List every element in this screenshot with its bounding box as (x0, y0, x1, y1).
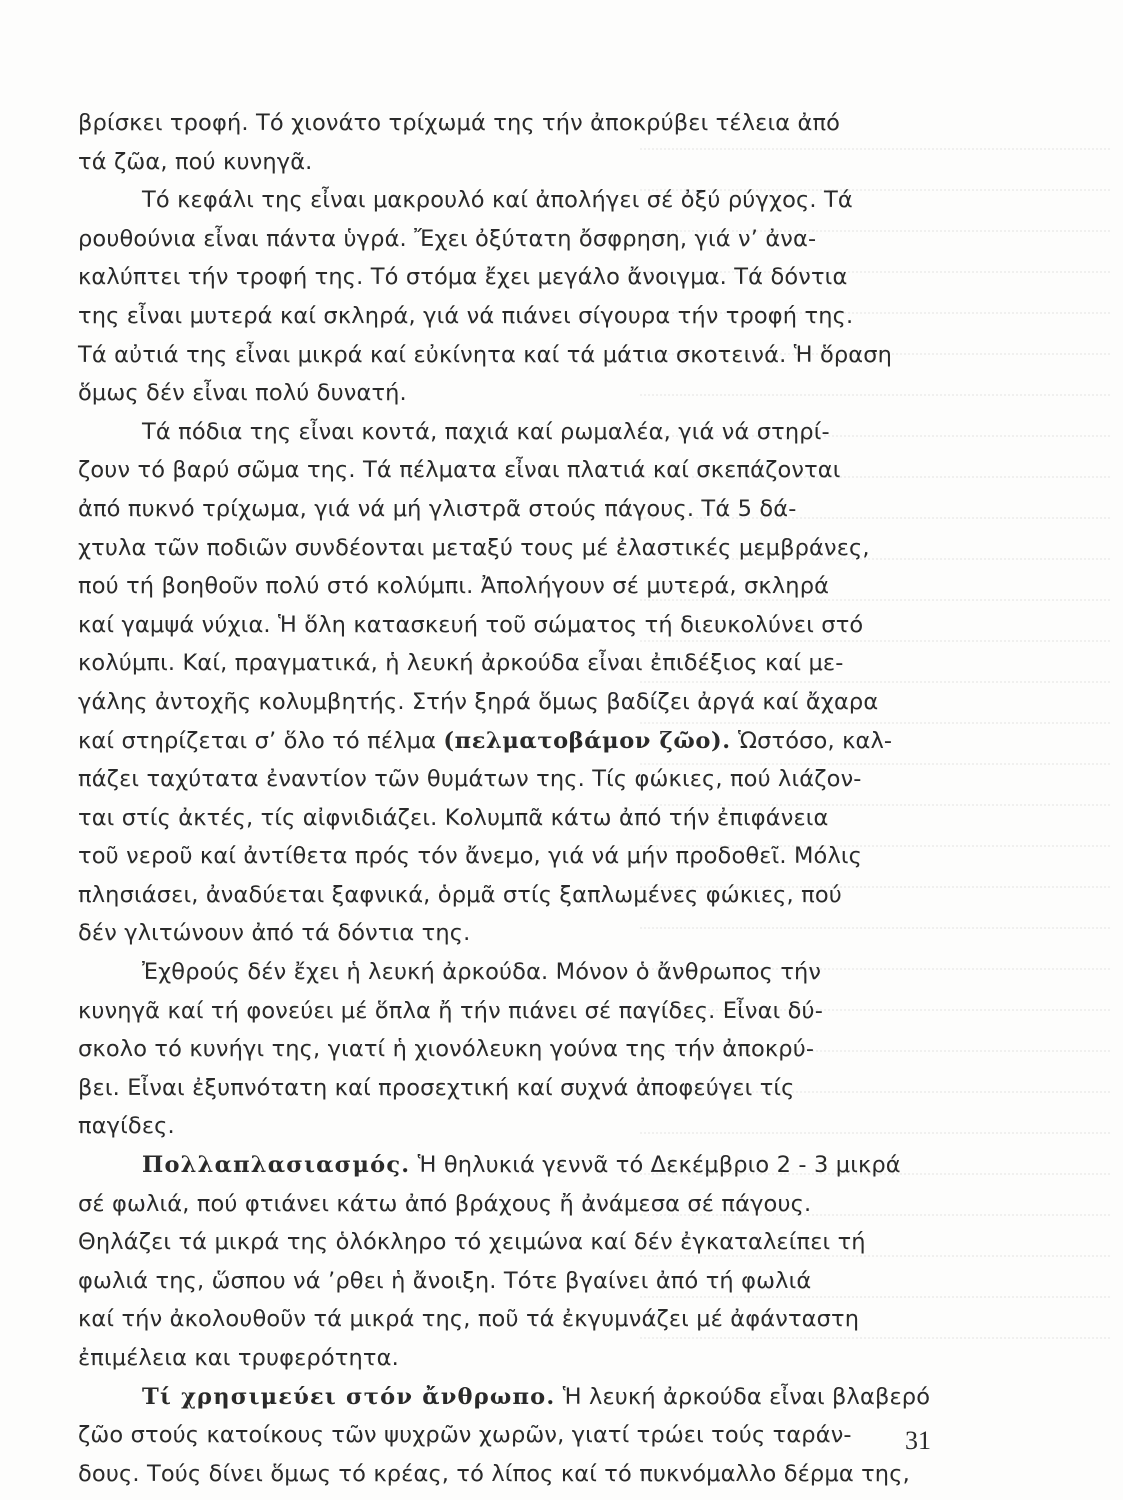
text-line: πλησιάσει, ἀναδύεται ξαφνικά, ὁρμᾶ στίς ξαπλωμένες φώκιες, πού (78, 881, 842, 908)
text-line: ὅμως δέν εἶναι πολύ δυνατή. (78, 380, 407, 407)
text-segment: Ἡ θηλυκιά γεννᾶ τό Δεκέμβριο 2 - 3 μικρά (410, 1152, 901, 1179)
text-line-with-lead (78, 1146, 950, 1185)
text-line: γάλης ἀντοχῆς κολυμβητής. Στήν ξηρά ὅμως βαδίζει ἀργά καί ἄχαρα (78, 688, 879, 715)
text-line-with-term (78, 722, 950, 761)
text-line: καί τήν ἀκολουθοῦν τά μικρά της, ποῦ τά ἐκγυμνάζει μέ ἀφάνταστη (78, 1306, 860, 1333)
paragraph-continuation (78, 104, 950, 181)
text-line: βει. Εἶναι ἐξυπνότατη καί προσεχτική καί συχνά ἀποφεύγει τίς (78, 1074, 795, 1101)
text-line: πού τή βοηθοῦν πολύ στό κολύμπι. Ἀπολήγουν σέ μυτερά, σκληρά (78, 573, 830, 600)
text-line: καλύπτει τήν τροφή της. Τό στόμα ἔχει μεγάλο ἄνοιγμα. Τά δόντια (78, 264, 848, 291)
text-line: Τά πόδια της εἶναι κοντά, παχιά καί ρωμαλέα, γιά νά στηρί- (142, 418, 830, 445)
section-lead-heading: Τί χρησιμεύει στόν ἄνθρωπο. (142, 1383, 556, 1410)
text-line: σέ φωλιά, πού φτιάνει κάτω ἀπό βράχους ἤ ἀνάμεσα σέ πάγους. (78, 1190, 812, 1217)
text-line: φωλιά της, ὥσπου νά ’ρθει ἡ ἄνοιξη. Τότε βγαίνει ἀπό τή φωλιά (78, 1267, 812, 1294)
text-line: πάζει ταχύτατα ἐναντίον τῶν θυμάτων της. Τίς φώκιες, πού λιάζον- (78, 766, 862, 793)
text-line: χτυλα τῶν ποδιῶν συνδέονται μεταξύ τους μέ ἐλαστικές μεμβράνες, (78, 534, 870, 561)
text-line: τοῦ νεροῦ καί ἀντίθετα πρός τόν ἄνεμο, γιά νά μήν προδοθεῖ. Μόλις (78, 843, 863, 870)
paragraph-legs (78, 413, 950, 953)
text-line: καί γαμψά νύχια. Ἡ ὅλη κατασκευή τοῦ σώματος τή διευκολύνει στό (78, 611, 864, 638)
body-text (78, 104, 950, 1493)
bold-term: (πελματοβάμον ζῶο). (443, 727, 731, 754)
text-line: Τό κεφάλι της εἶναι μακρουλό καί ἀπολήγει σέ ὀξύ ρύγχος. Τά (142, 187, 853, 214)
paragraph-enemies (78, 953, 950, 1146)
text-line-with-lead (78, 1378, 950, 1417)
text-line: τά ζῶα, πού κυνηγᾶ. (78, 148, 313, 175)
text-line: δους. Τούς δίνει ὅμως τό κρέας, τό λίπος καί τό πυκνόμαλλο δέρμα της, (78, 1460, 910, 1487)
text-line: παγίδες. (78, 1113, 175, 1140)
text-line: Θηλάζει τά μικρά της ὁλόκληρο τό χειμώνα καί δέν ἐγκαταλείπει τή (78, 1229, 866, 1256)
page-number: 31 (905, 1426, 931, 1455)
paragraph-usefulness (78, 1378, 950, 1494)
text-segment: Ὡστόσο, καλ- (730, 727, 893, 754)
text-line: Τά αὐτιά της εἶναι μικρά καί εὐκίνητα καί τά μάτια σκοτεινά. Ἡ ὅραση (78, 341, 893, 368)
text-line: δέν γλιτώνουν ἀπό τά δόντια της. (78, 920, 471, 947)
text-line: ρουθούνια εἶναι πάντα ὑγρά. Ἔχει ὀξύτατη ὄσφρηση, γιά ν’ ἀνα- (78, 225, 817, 252)
text-line: κυνηγᾶ καί τή φονεύει μέ ὅπλα ἤ τήν πιάνει σέ παγίδες. Εἶναι δύ- (78, 997, 823, 1024)
text-segment: Ἡ λευκή ἀρκούδα εἶναι βλαβερό (555, 1383, 931, 1410)
paragraph-reproduction (78, 1146, 950, 1378)
text-line: Ἐχθρούς δέν ἔχει ἡ λευκή ἀρκούδα. Μόνον ὁ ἄνθρωπος τήν (142, 959, 822, 986)
text-line: σκολο τό κυνήγι της, γιατί ἡ χιονόλευκη γούνα της τήν ἀποκρύ- (78, 1036, 815, 1063)
text-segment: καί στηρίζεται σ’ ὅλο τό πέλμα (78, 727, 444, 754)
text-line: ται στίς ἀκτές, τίς αἰφνιδιάζει. Κολυμπᾶ κάτω ἀπό τήν ἐπιφάνεια (78, 804, 829, 831)
text-line: ζουν τό βαρύ σῶμα της. Τά πέλματα εἶναι πλατιά καί σκεπάζονται (78, 457, 841, 484)
text-line: ἐπιμέλεια και τρυφερότητα. (78, 1345, 399, 1371)
text-line: βρίσκει τροφή. Τό χιονάτο τρίχωμά της τήν ἀποκρύβει τέλεια ἀπό (78, 110, 841, 136)
text-line: της εἶναι μυτερά καί σκληρά, γιά νά πιάνει σίγουρα τήν τροφή της. (78, 302, 854, 329)
paragraph-head (78, 181, 950, 413)
text-line: ἀπό πυκνό τρίχωμα, γιά νά μή γλιστρᾶ στούς πάγους. Τά 5 δά- (78, 495, 797, 522)
text-line: ζῶο στούς κατοίκους τῶν ψυχρῶν χωρῶν, γιατί τρώει τούς ταράν- (78, 1422, 852, 1449)
text-line: κολύμπι. Καί, πραγματικά, ἡ λευκή ἀρκούδα εἶναι ἐπιδέξιος καί με- (78, 650, 844, 677)
section-lead-heading: Πολλαπλασιασμός. (142, 1152, 411, 1179)
